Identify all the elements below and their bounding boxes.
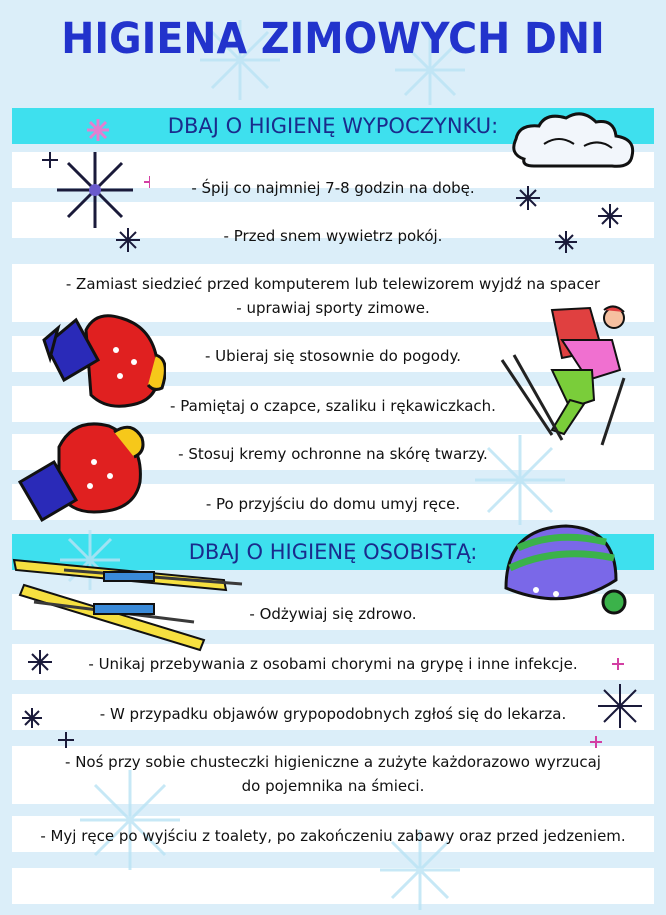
list-item: - Myj ręce po wyjściu z toalety, po zakończeniu zabawy oraz przed jedzeniem. <box>40 827 626 845</box>
snowflake-icon <box>18 644 78 754</box>
list-item: - Odżywiaj się zdrowo. <box>249 605 417 623</box>
list-item: - Przed snem wywietrz pokój. <box>223 227 443 245</box>
list-item: - Po przyjściu do domu umyj ręce. <box>205 495 461 513</box>
list-item: - Stosuj kremy ochronne na skórę twarzy. <box>178 445 488 463</box>
list-item: - Noś przy sobie chusteczki higieniczne a zużyte każdorazowo wyrzucaj <box>65 753 601 771</box>
snowflake-icon <box>84 116 112 144</box>
list-item: - uprawiaj sporty zimowe. <box>236 299 430 317</box>
list-item: - Pamiętaj o czapce, szaliku i rękawiczkach. <box>170 397 496 415</box>
list-item: - W przypadku objawów grypopodobnych zgłoś się do lekarza. <box>99 705 567 723</box>
page-title: HIGIENA ZIMOWYCH DNI <box>61 14 605 64</box>
hat-icon <box>496 518 641 618</box>
list-item: - Śpij co najmniej 7-8 godzin na dobę. <box>191 179 475 197</box>
list-item: - Unikaj przebywania z osobami chorymi na grypę i inne infekcje. <box>88 655 578 673</box>
list-item: do pojemnika na śmieci. <box>241 777 425 795</box>
snowflake-icon <box>576 652 658 752</box>
list-item: - Ubieraj się stosownie do pogody. <box>204 347 462 365</box>
skier-icon <box>492 300 637 450</box>
snowflake-icon <box>40 140 150 260</box>
list-item: - Zamiast siedzieć przed komputerem lub telewizorem wyjdź na spacer <box>65 275 601 293</box>
snowflake-icon <box>504 180 644 260</box>
cloud-icon <box>504 104 644 184</box>
mitten-icon <box>36 300 166 415</box>
section2-heading: DBAJ O HIGIENĘ OSOBISTĄ: <box>188 540 478 564</box>
skis-icon <box>4 540 244 655</box>
section1-heading: DBAJ O HIGIENĘ WYPOCZYNKU: <box>167 114 499 138</box>
mitten-icon <box>14 412 159 527</box>
